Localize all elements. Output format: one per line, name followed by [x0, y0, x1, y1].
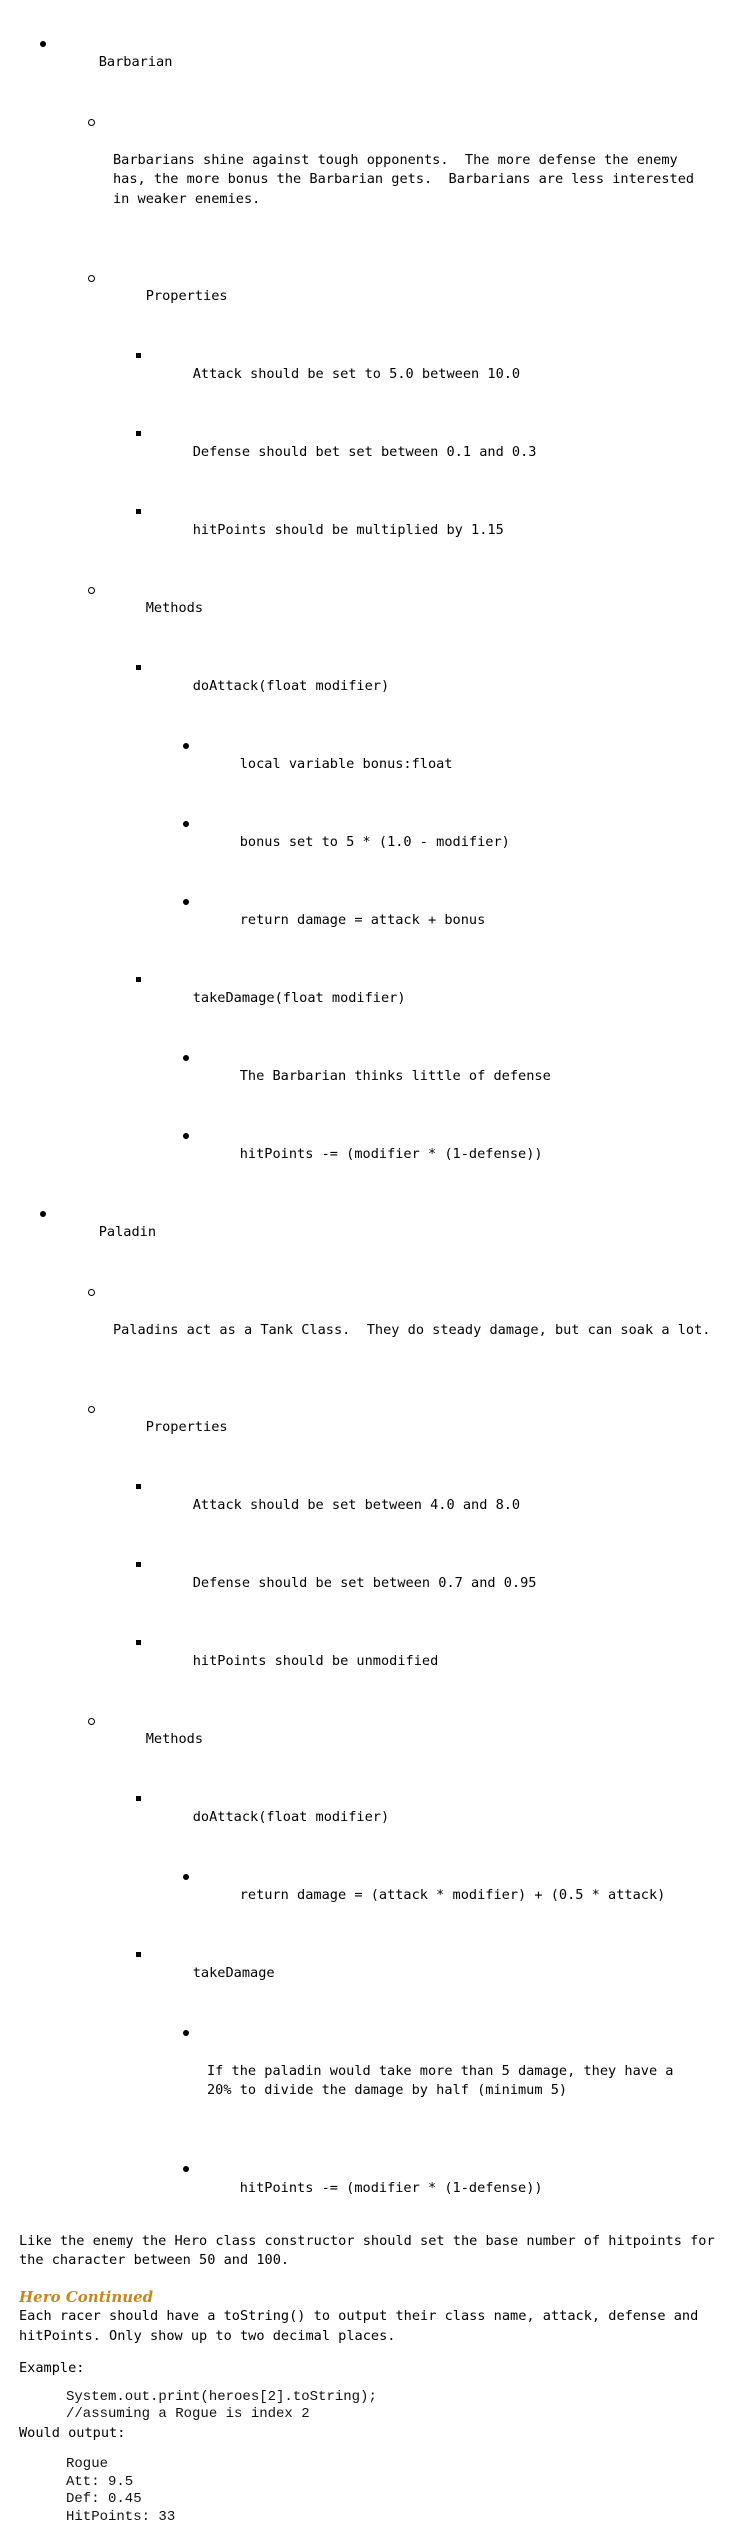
methods-heading: Methods	[0, 560, 735, 638]
output-line: Def: 0.45	[66, 2491, 735, 2509]
list-item-paladin	[0, 1184, 735, 1262]
method-signature: doAttack(float modifier)	[0, 638, 735, 716]
class-name: Paladin	[99, 1224, 156, 1240]
method-signature: takeDamage	[0, 1925, 735, 2003]
list-item-barbarian	[0, 14, 735, 92]
class-name: Barbarian	[99, 54, 173, 70]
code-line: System.out.print(heroes[2].toString);	[66, 2389, 735, 2407]
output-line: Att: 9.5	[66, 2474, 735, 2492]
method-signature: takeDamage(float modifier)	[0, 950, 735, 1028]
property-item: Defense should be set between 0.7 and 0.95	[0, 1535, 735, 1613]
method-detail: return damage = (attack * modifier) + (0.5 * attack)	[0, 1847, 735, 1925]
class-description: Barbarians shine against tough opponents. The more defense the enemy has, the more bonus the Barbarian gets. Barbarians are less interested in weaker enemies.	[0, 92, 735, 248]
output-line: Rogue	[66, 2456, 735, 2474]
would-output-label: Would output:	[19, 2424, 721, 2444]
method-detail: local variable bonus:float	[0, 716, 735, 794]
methods-heading: Methods	[0, 1691, 735, 1769]
method-signature: doAttack(float modifier)	[0, 1769, 735, 1847]
property-item: Defense should bet set between 0.1 and 0.3	[0, 404, 735, 482]
method-detail: hitPoints -= (modifier * (1-defense))	[0, 1106, 735, 1184]
property-item: Attack should be set to 5.0 between 10.0	[0, 326, 735, 404]
method-detail: bonus set to 5 * (1.0 - modifier)	[0, 794, 735, 872]
property-item: hitPoints should be multiplied by 1.15	[0, 482, 735, 560]
properties-heading: Properties	[0, 1379, 735, 1457]
section-heading: Hero Continued	[19, 2288, 735, 2308]
example-label: Example:	[19, 2359, 721, 2379]
method-detail: return damage = attack + bonus	[0, 872, 735, 950]
method-detail: The Barbarian thinks little of defense	[0, 1028, 735, 1106]
method-detail: If the paladin would take more than 5 damage, they have a 20% to divide the damage by half (minimum 5)	[0, 2003, 735, 2140]
output-line: HitPoints: 33	[66, 2509, 735, 2526]
property-item: Attack should be set between 4.0 and 8.0	[0, 1457, 735, 1535]
tostring-instructions: Each racer should have a toString() to output their class name, attack, defense and hitPoints. Only show up to two decimal places.	[19, 2307, 721, 2346]
properties-heading: Properties	[0, 248, 735, 326]
constructor-note: Like the enemy the Hero class constructor should set the base number of hitpoints for the character between 50 and 100.	[19, 2232, 721, 2271]
method-detail: hitPoints -= (modifier * (1-defense))	[0, 2140, 735, 2218]
code-line: //assuming a Rogue is index 2	[66, 2406, 735, 2424]
class-description: Paladins act as a Tank Class. They do steady damage, but can soak a lot.	[0, 1262, 735, 1379]
property-item: hitPoints should be unmodified	[0, 1613, 735, 1691]
